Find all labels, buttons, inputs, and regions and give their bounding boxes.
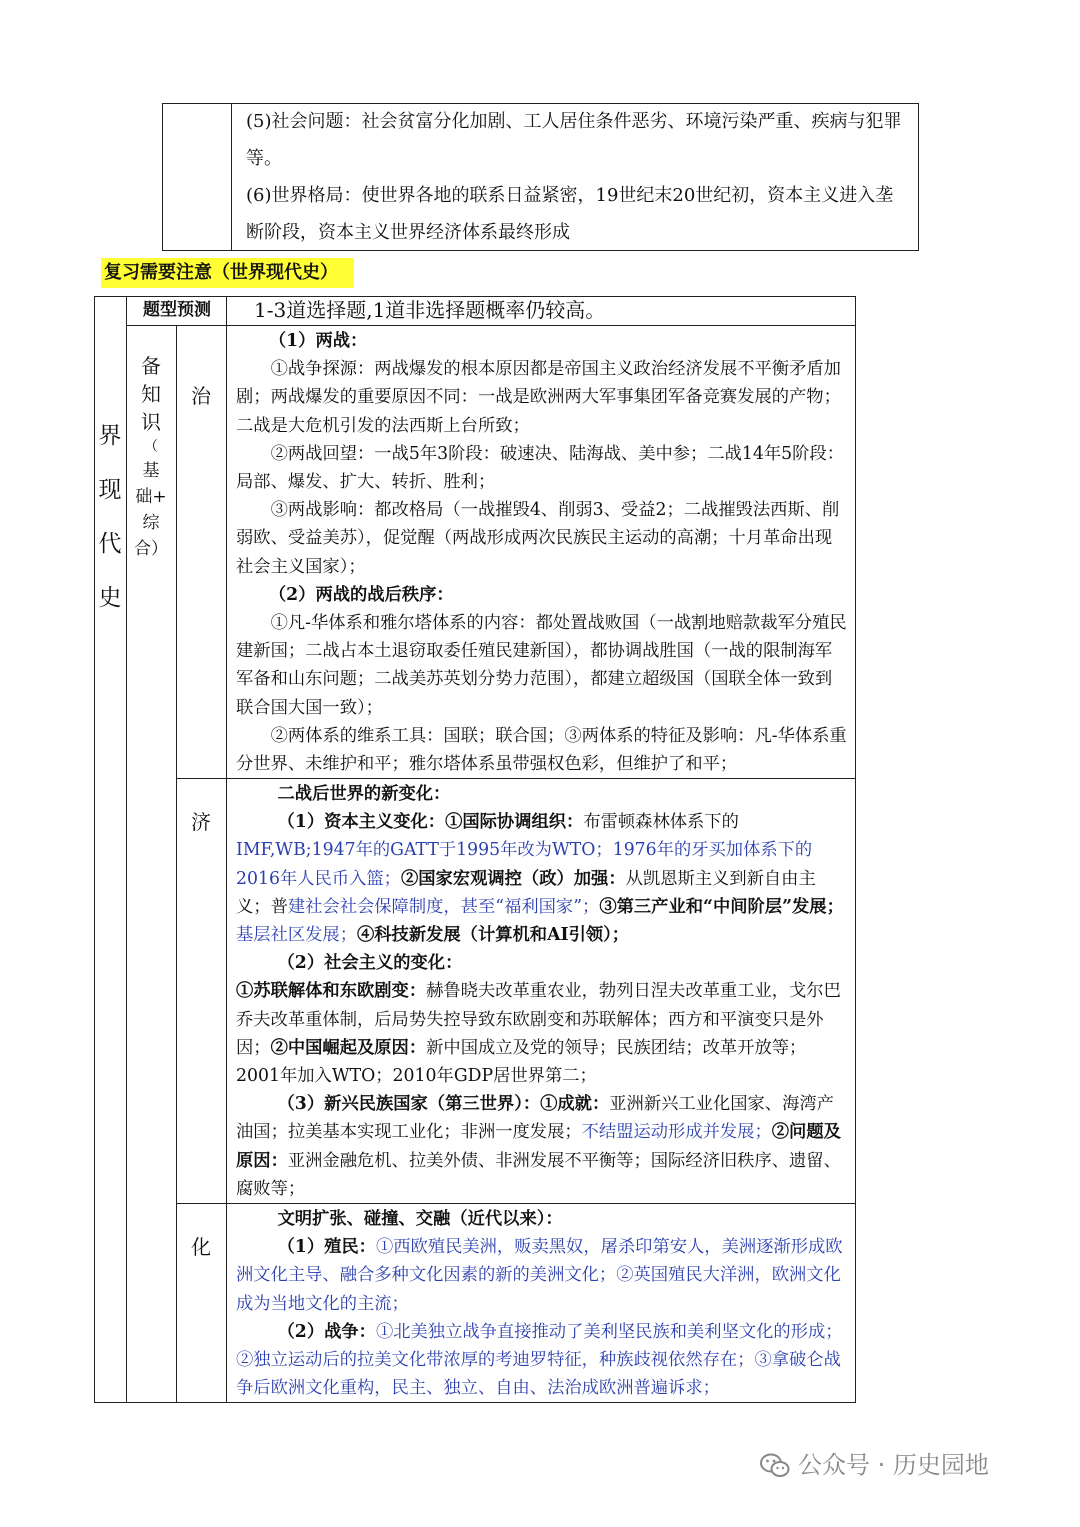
culture-emph: （1）殖民： [277,1237,376,1258]
culture-content [236,1205,848,1402]
culture-emph: （2）战争： [277,1321,376,1342]
economy-emph: （1）资本主义变化：①国际协调组织： [277,812,584,833]
knowledge-char: （ [144,439,158,455]
table-divider [226,296,227,1403]
world-pattern-text: (6)世界格局：使世界各地的联系日益紧密，19世纪末20世纪初，资本主义进入垄断阶段，资本主义世界经济体系最终形成 [246,185,894,243]
section-heading: 复习需要注意（世界现代史） [101,258,354,288]
economy-emph: ②国家宏观调控（政）加强： [400,868,626,889]
economy-heading: 二战后世界的新变化： [277,784,451,804]
knowledge-char: 综 [142,513,160,533]
category-char: 界 [98,423,122,449]
politics-para: ①战争探源：两战爆发的根本原因都是帝国主义政治经济发展不平衡矛盾加剧；两战爆发的重要原因不同：一战是欧洲两大军事集团军备竞赛发展的产物；二战是大危机引发的法西斯上台所致； [236,359,841,436]
culture-label: 化 [191,1235,211,1259]
economy-emph: ④科技新发展（计算机和AI引领）； [356,925,630,946]
wechat-icon [760,1453,790,1479]
watermark [760,1445,1060,1485]
economy-para [236,808,848,949]
top-table-left-cell [162,103,232,251]
economy-text: 亚洲金融危机、拉美外债、非洲发展不平衡等；国际经济旧秩序、遗留、腐败等； [236,1150,841,1199]
category-char: 史 [98,585,122,611]
politics-para: ①凡-华体系和雅尔塔体系的内容：都处置战败国（一战割地赔款裁军分殖民建新国；二战占本土退窃取委任殖民建新国），都协调战胜国（一战的限制海军军备和山东问题；二战美苏英划分势力范围），都建立超级国（国联全体一致到联合国大国一致）； [236,613,847,718]
economy-emph: ①苏联解体和东欧剧变： [236,981,427,1002]
economy-blue: IMF,WB;1947年的GATT于1995年改为WTO；1976年的牙买加体系下的2016年人民币入篮； [236,840,813,889]
knowledge-char: 备 [141,354,161,378]
culture-para [236,1318,848,1403]
economy-emph: ②中国崛起及原因： [270,1037,427,1058]
knowledge-char: 基 [142,461,160,481]
category-char: 代 [98,531,122,557]
top-table-text [246,103,911,251]
knowledge-char: 合） [134,539,168,559]
economy-para [236,1090,848,1203]
category-char: 现 [98,477,122,503]
knowledge-char: 知 [141,382,161,406]
economy-text: 赫鲁晓夫改革重农业，勃列日涅夫改革重工业，戈尔巴乔夫改革重体制，后局势失控导致东欧剧变和苏联解体；西方和平演变只是外因； [236,981,841,1058]
economy-emph: （3）新兴民族国家（第三世界）：①成就： [277,1094,610,1115]
question-type-value: 1-3道选择题,1道非选择题概率仍较高。 [254,298,606,322]
knowledge-char: 识 [141,410,161,434]
economy-blue: 基层社区发展； [236,925,357,946]
knowledge-label [128,352,174,562]
economy-content [236,780,848,1203]
economy-text: 布雷顿森林体系下的 [583,812,739,833]
social-issue-text: (5)社会问题：社会贫富分化加剧、工人居住条件恶劣、环境污染严重、疾病与犯罪等。 [246,111,902,169]
politics-heading-1: （1）两战： [268,331,368,351]
culture-blue: ①西欧殖民美洲，贩卖黑奴，屠杀印第安人，美洲逐渐形成欧洲文化主导、融合多种文化因素的新的美洲文化；②英国殖民大洋洲，欧洲文化成为当地文化的主流； [236,1237,843,1314]
politics-heading-2: （2）两战的战后秩序： [268,584,454,605]
table-divider [126,296,127,1403]
knowledge-char: 础+ [135,487,167,507]
table-divider [176,1203,856,1204]
economy-heading: （2）社会主义的变化： [277,953,463,974]
culture-heading: 文明扩张、碰撞、交融（近代以来）： [277,1209,563,1229]
table-divider [126,325,856,326]
economy-para [236,977,848,1090]
politics-para: ③两战影响：都改格局（一战摧毁4、削弱3、受益2；二战摧毁法西斯、削弱欧、受益美苏），促觉醒（两战形成两次民族民主运动的高潮；十月革命出现社会主义国家）； [236,500,840,577]
economy-blue: 建社会社会保障制度，甚至“福利国家”； [287,896,600,917]
politics-para: ②两体系的维系工具：国联；联合国；③两体系的特征及影响：凡-华体系重分世界、未维护和平；雅尔塔体系虽带强权色彩，但维护了和平； [236,725,847,775]
politics-label: 治 [191,384,211,408]
category-label [94,417,126,617]
economy-emph: ②问题及原因： [236,1122,841,1171]
economy-text: 从凯恩斯主义到新自由主义；普 [236,868,816,917]
economy-text: 新中国成立及党的领导；民族团结；改革开放等；2001年加入WTO；2010年GDP居世界第二； [236,1037,807,1087]
economy-emph: ③第三产业和“中间阶层”发展； [599,896,844,917]
economy-blue: 不结盟运动形成并发展； [581,1122,772,1143]
economy-label: 济 [191,810,211,834]
economy-text: 亚洲新兴工业化国家、海湾产油国；拉美基本实现工业化；非洲一度发展； [236,1094,834,1143]
politics-para: ②两战回望：一战5年3阶段：破速决、陆海战、美中参；二战14年5阶段：局部、爆发、扩大、转折、胜利； [236,443,845,493]
culture-blue: ①北美独立战争直接推动了美利坚民族和美利坚文化的形成；②独立运动后的拉美文化带浓厚的考迪罗特征，种族歧视依然存在；③拿破仑战争后欧洲文化重构，民主、独立、自由、法治成欧洲普遍诉求； [236,1321,843,1399]
culture-para [236,1233,848,1318]
watermark-text: 公众号 · 历史园地 [798,1451,989,1479]
politics-content [236,327,848,778]
question-type-label: 题型预测 [143,300,211,320]
